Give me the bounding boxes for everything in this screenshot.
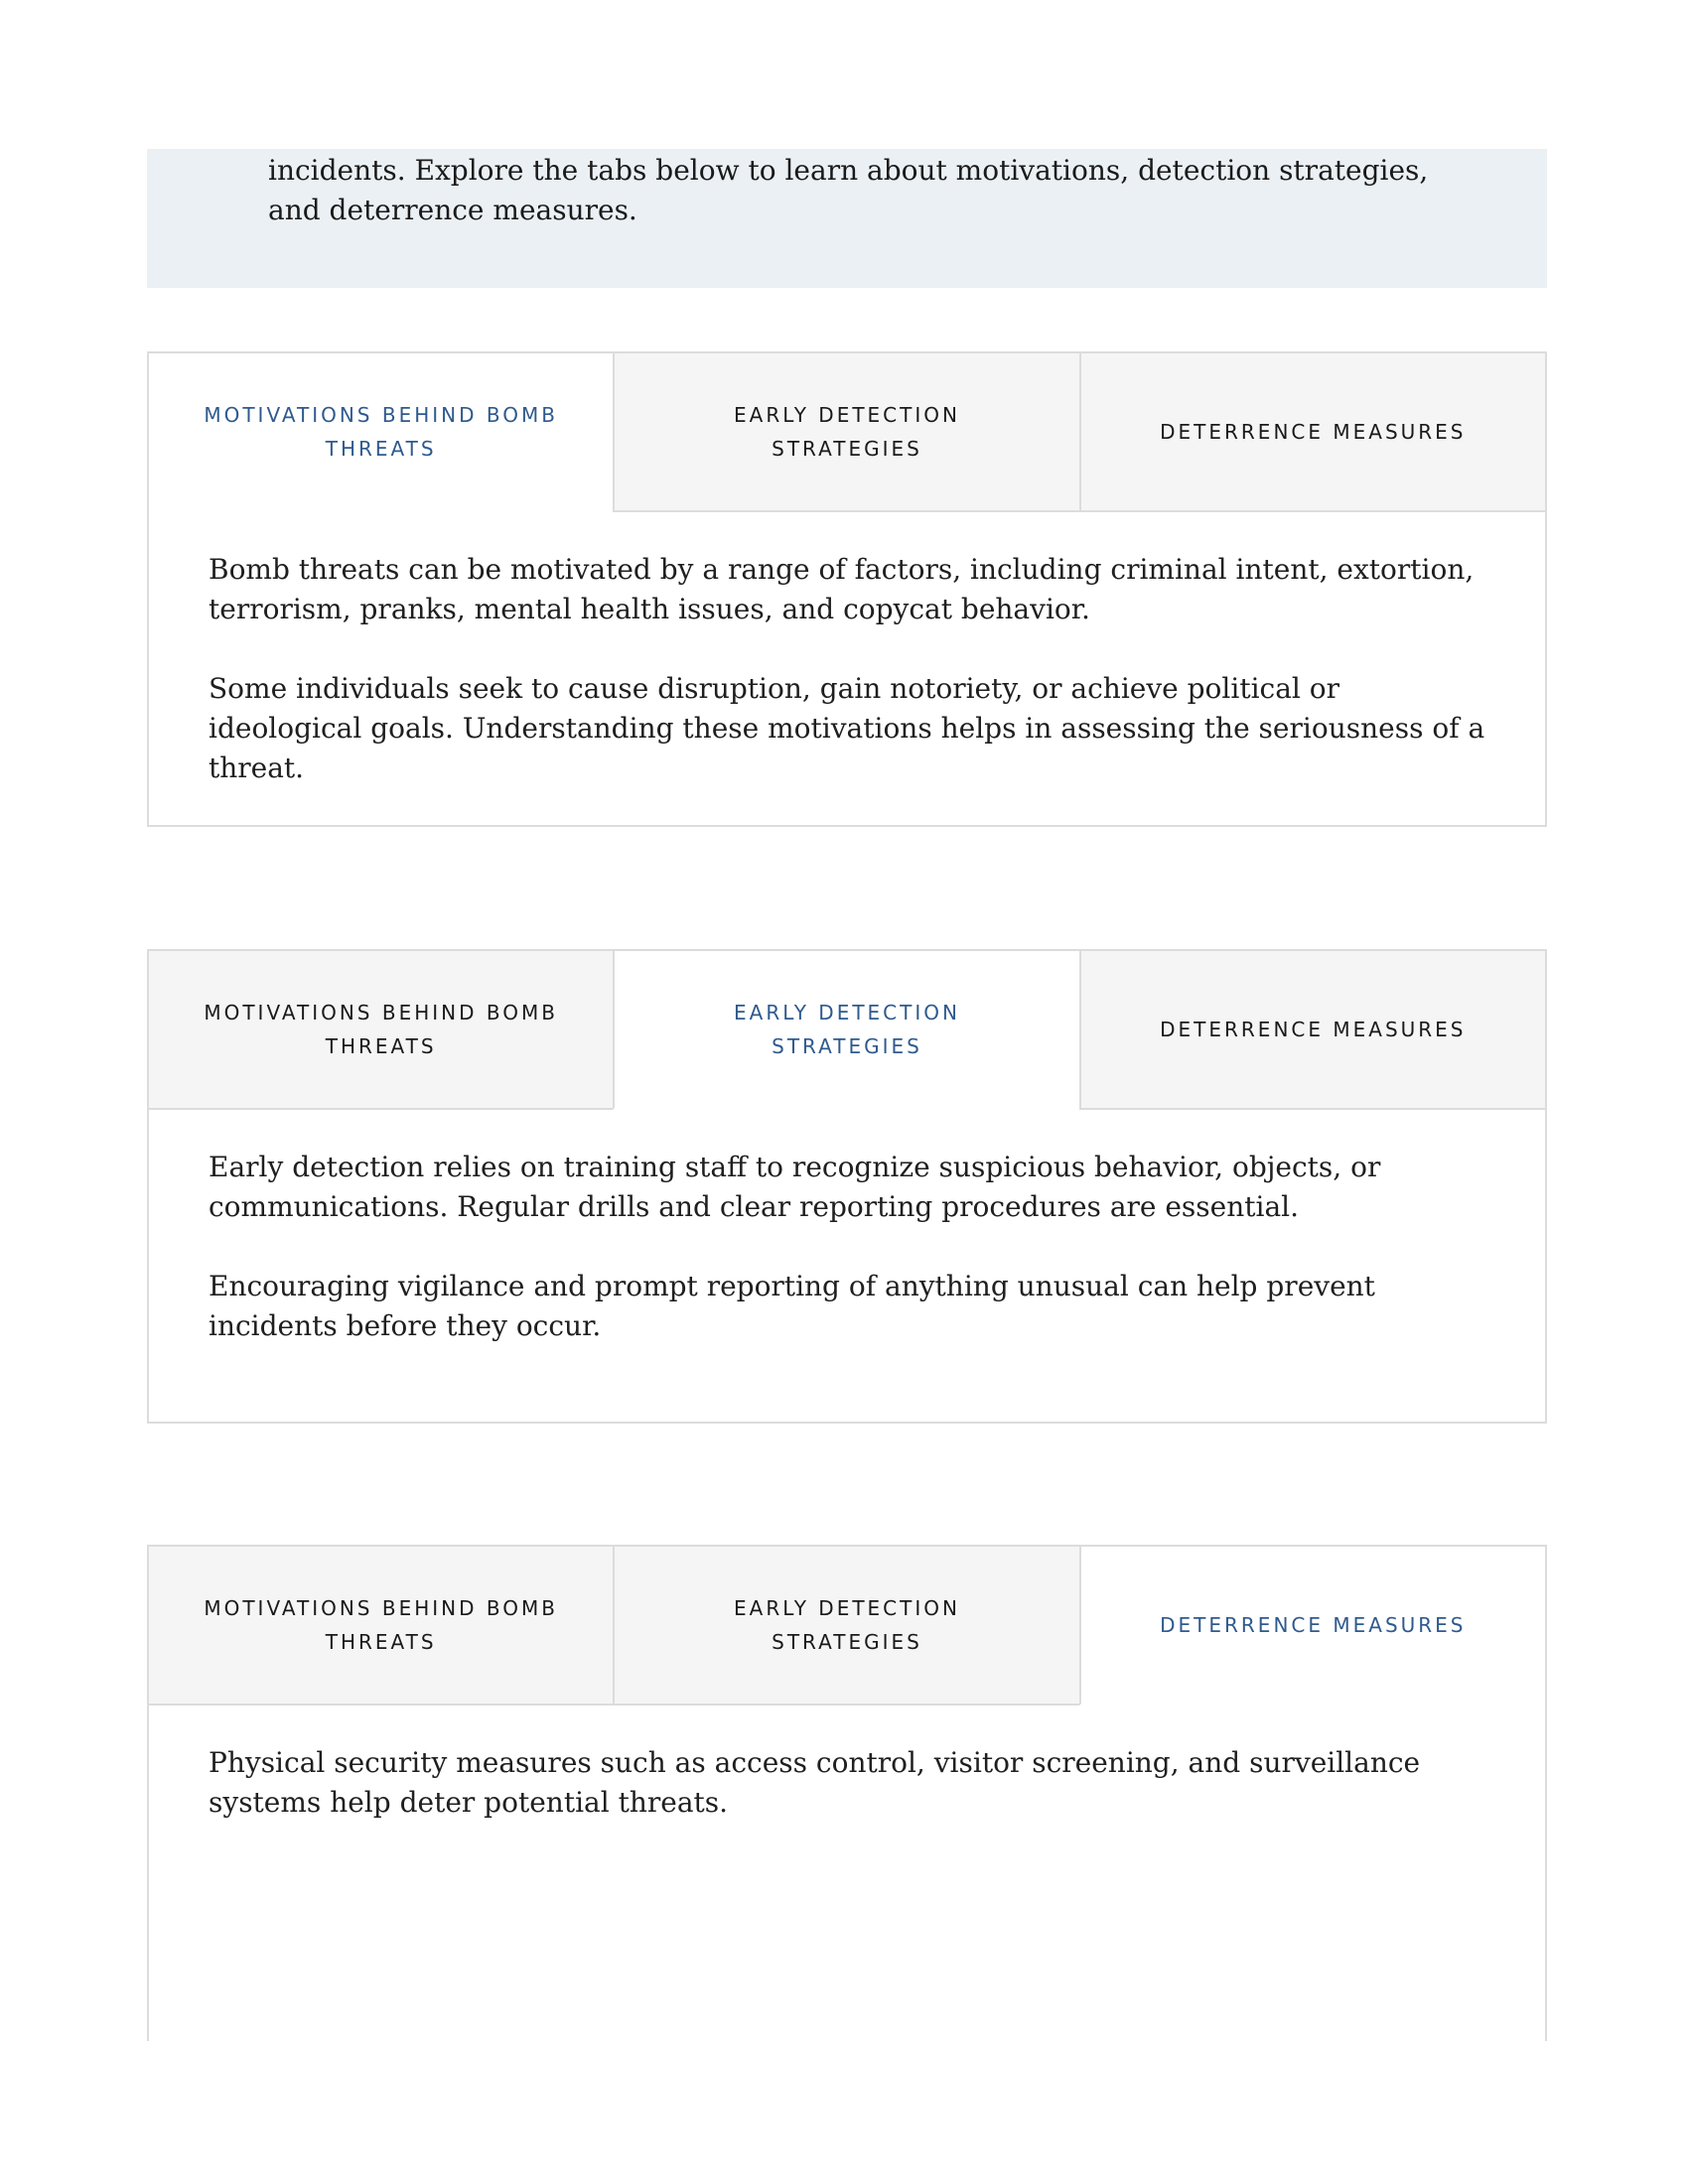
- panel-paragraph: Early detection relies on training staff to recognize suspicious behavior, objects, or communications. Regular drills and clear reporting procedures are essential.: [209, 1151, 1381, 1223]
- tab-motivations[interactable]: MOTIVATIONS BEHIND BOMB THREATS: [149, 951, 613, 1110]
- tab-list: [149, 353, 1545, 512]
- tabs-block-motivations: [147, 351, 1547, 827]
- tab-early-detection[interactable]: EARLY DETECTION STRATEGIES: [613, 951, 1078, 1110]
- tab-deterrence[interactable]: DETERRENCE MEASURES: [1079, 353, 1545, 512]
- tab-deterrence[interactable]: DETERRENCE MEASURES: [1079, 1547, 1545, 1706]
- tabs-block-early-detection: [147, 949, 1547, 1424]
- panel-paragraph: Physical security measures such as access control, visitor screening, and surveillance systems help deter potential threats.: [209, 1746, 1421, 1819]
- intro-text: incidents. Explore the tabs below to learn about motivations, detection strategies, and deterrence measures.: [268, 154, 1429, 226]
- tab-motivations[interactable]: MOTIVATIONS BEHIND BOMB THREATS: [149, 353, 613, 512]
- tabs-block-deterrence: [147, 1545, 1547, 2041]
- tab-panel-deterrence: [149, 1706, 1545, 1823]
- panel-paragraph: Bomb threats can be motivated by a range of factors, including criminal intent, extortion, terrorism, pranks, mental health issues, and copycat behavior.: [209, 553, 1475, 625]
- tab-early-detection[interactable]: EARLY DETECTION STRATEGIES: [613, 353, 1078, 512]
- tab-deterrence[interactable]: DETERRENCE MEASURES: [1079, 951, 1545, 1110]
- panel-paragraph: Some individuals seek to cause disruption, gain notoriety, or achieve political or ideological goals. Understanding these motivations helps in assessing the seriousness of a threat.: [209, 672, 1485, 784]
- tab-panel-motivations: [149, 512, 1545, 788]
- tab-motivations[interactable]: MOTIVATIONS BEHIND BOMB THREATS: [149, 1547, 613, 1706]
- intro-callout: [147, 149, 1547, 288]
- tab-list: [149, 951, 1545, 1110]
- tab-list: [149, 1547, 1545, 1706]
- tab-early-detection[interactable]: EARLY DETECTION STRATEGIES: [613, 1547, 1078, 1706]
- panel-paragraph: Encouraging vigilance and prompt reporting of anything unusual can help prevent incidents before they occur.: [209, 1270, 1375, 1342]
- tab-panel-early-detection: [149, 1110, 1545, 1346]
